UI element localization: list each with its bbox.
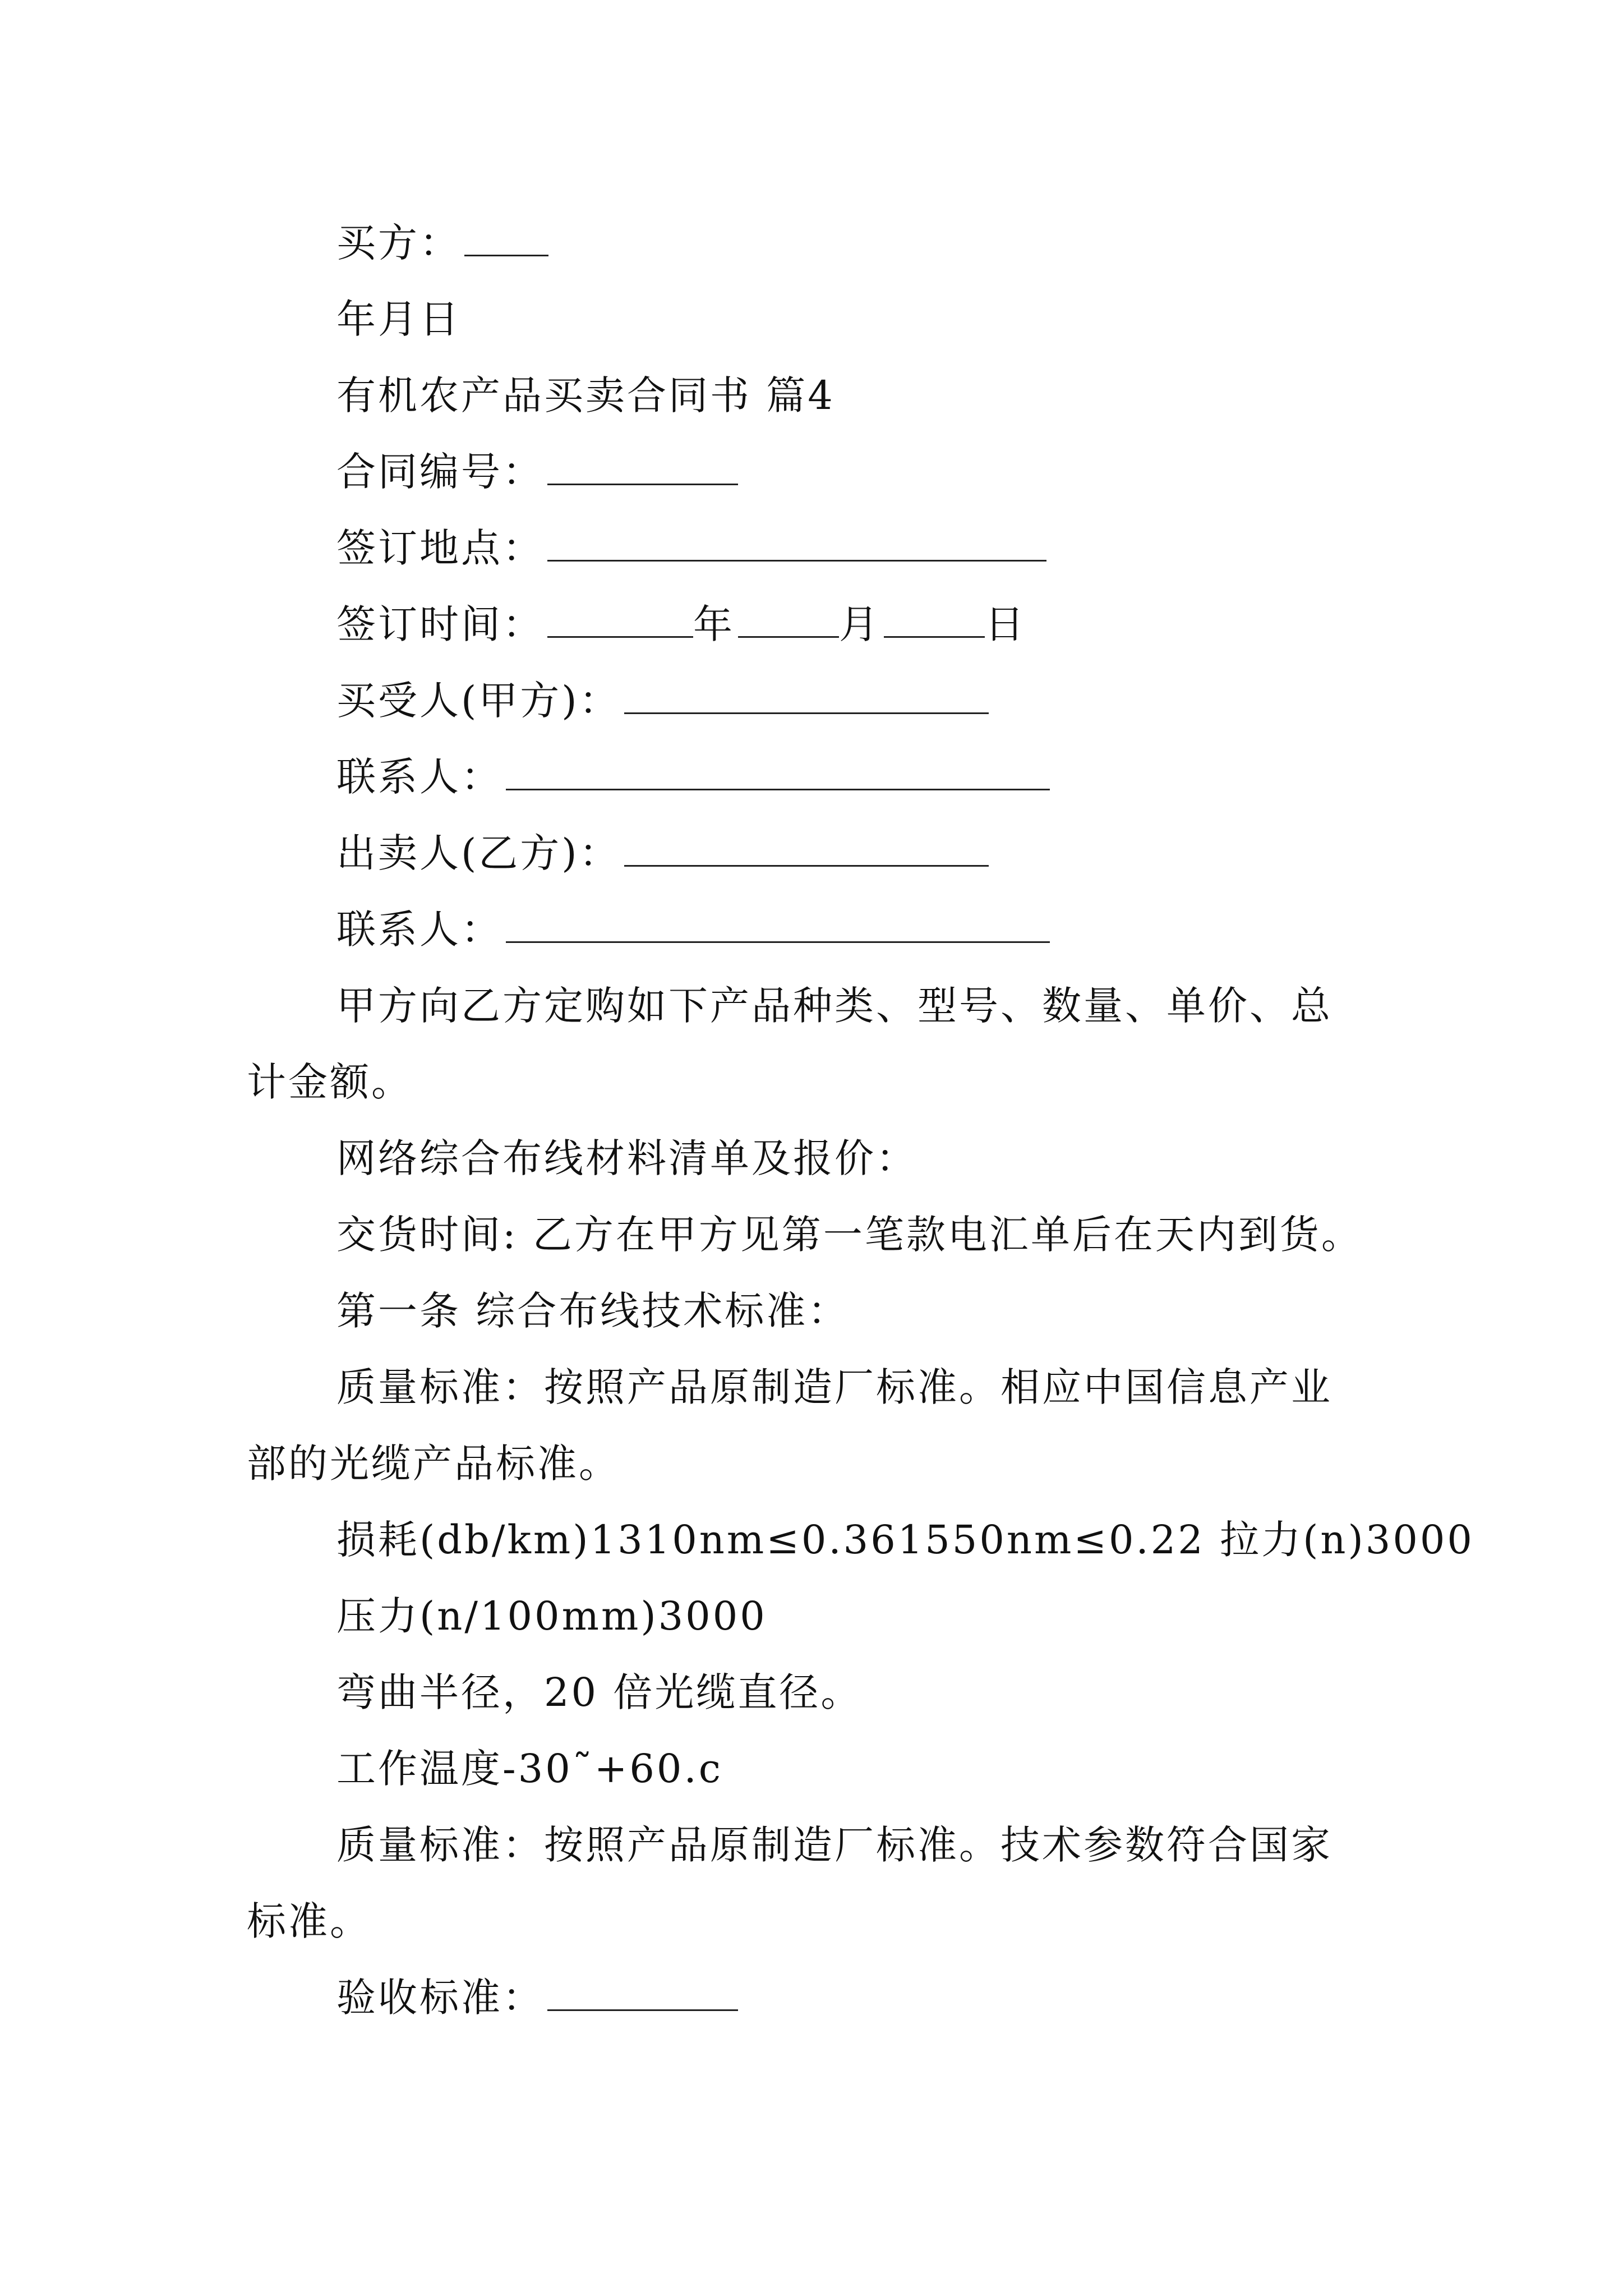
section-title: 有机农产品买卖合同书 篇4: [336, 372, 835, 418]
contact-a-label: 联系人：: [336, 754, 502, 800]
acceptance-standard-label: 验收标准：: [336, 1975, 544, 2021]
signing-place-label: 签订地点：: [336, 525, 544, 571]
contact-b-blank: [506, 909, 1050, 943]
day-label: 日: [985, 601, 1026, 647]
contact-b-label: 联系人：: [336, 907, 502, 953]
working-temperature-line: 工作温度-30˜+60.c: [336, 1746, 723, 1792]
date-line: 年月日: [336, 296, 461, 342]
party-b-label: 出卖人(乙方)：: [336, 830, 621, 876]
buyer-label: 买方：: [336, 220, 461, 266]
party-a-label: 买受人(甲方)：: [336, 678, 621, 724]
buyer-blank: [464, 222, 548, 256]
material-list-line: 网络综合布线材料清单及报价：: [336, 1135, 917, 1181]
acceptance-standard-blank: [547, 1977, 738, 2011]
order-paragraph-line-1: 甲方向乙方定购如下产品种类、型号、数量、单价、总: [336, 983, 1332, 1029]
buyer-line: [336, 218, 548, 268]
contact-b-line: [336, 904, 1050, 955]
signing-place-line: [336, 523, 1046, 573]
month-label: 月: [839, 601, 880, 647]
bend-radius-line: 弯曲半径，20 倍光缆直径。: [336, 1669, 863, 1715]
party-b-blank: [624, 832, 989, 867]
quality-standard-2-line-1: 质量标准：按照产品原制造厂标准。技术参数符合国家: [336, 1822, 1332, 1868]
signing-time-label: 签订时间：: [336, 601, 544, 647]
delivery-time-line: 交货时间: 乙方在甲方见第一笔款电汇单后在天内到货。: [336, 1212, 1363, 1258]
contract-number-line: [336, 447, 738, 497]
party-a-blank: [624, 680, 989, 714]
pressure-spec-line: 压力(n/100mm)3000: [336, 1593, 767, 1639]
contract-number-label: 合同编号：: [336, 449, 544, 495]
loss-spec-line: 损耗(db/km)1310nm≤0.361550nm≤0.22 拉力(n)3000: [336, 1517, 1474, 1563]
signing-place-blank: [547, 527, 1046, 562]
contact-a-line: [336, 752, 1050, 802]
year-label: 年: [693, 601, 735, 647]
month-blank: [738, 604, 839, 638]
article-one-heading: 第一条 综合布线技术标准：: [336, 1288, 850, 1334]
quality-standard-1-line-2: 部的光缆产品标准。: [247, 1441, 620, 1487]
quality-standard-2-line-2: 标准。: [247, 1898, 371, 1944]
party-b-line: [336, 828, 989, 878]
day-blank: [884, 604, 985, 638]
order-paragraph-line-2: 计金额。: [247, 1059, 413, 1105]
party-a-line: [336, 675, 989, 726]
contract-number-blank: [547, 451, 738, 485]
acceptance-standard-line: [336, 1972, 738, 2023]
quality-standard-1-line-1: 质量标准：按照产品原制造厂标准。相应中国信息产业: [336, 1364, 1332, 1410]
signing-time-line: [336, 599, 1026, 650]
year-blank: [547, 604, 693, 638]
contact-a-blank: [506, 756, 1050, 790]
